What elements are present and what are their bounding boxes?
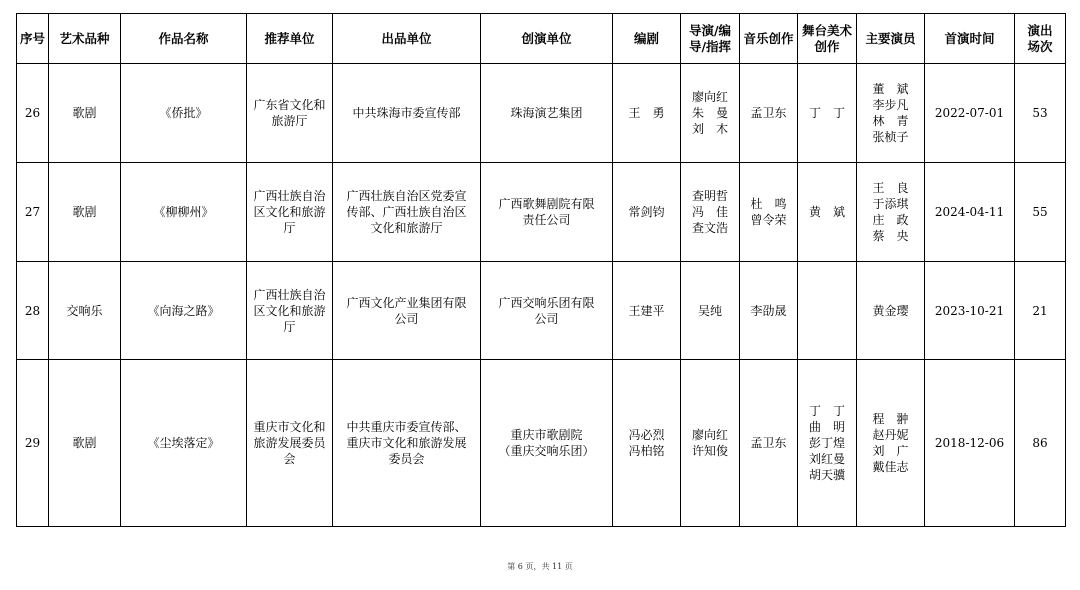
header-recommender: 推荐单位 [247, 14, 333, 64]
cell-director: 廖向红 许知俊 [681, 360, 740, 527]
cell-shows: 55 [1015, 163, 1066, 262]
header-producer: 出品单位 [333, 14, 481, 64]
header-type: 艺术品种 [49, 14, 121, 64]
cell-producer: 广西壮族自治区党委宣 传部、广西壮族自治区 文化和旅游厅 [333, 163, 481, 262]
cell-producer: 中共重庆市委宣传部、 重庆市文化和旅游发展 委员会 [333, 360, 481, 527]
cell-premiere: 2018-12-06 [925, 360, 1015, 527]
cell-actors: 黄金璎 [857, 262, 925, 360]
works-table [16, 13, 1066, 527]
cell-no: 29 [17, 360, 49, 527]
cell-type: 歌剧 [49, 360, 121, 527]
cell-director: 吴纯 [681, 262, 740, 360]
cell-music: 杜 鸣 曾令荣 [740, 163, 798, 262]
cell-title: 《柳柳州》 [121, 163, 247, 262]
header-stage-art: 舞台美术 创作 [798, 14, 857, 64]
cell-writer: 冯必烈 冯柏铭 [613, 360, 681, 527]
header-shows: 演出 场次 [1015, 14, 1066, 64]
cell-writer: 常剑钧 [613, 163, 681, 262]
cell-stage-art [798, 262, 857, 360]
cell-music: 孟卫东 [740, 360, 798, 527]
cell-producer: 广西文化产业集团有限 公司 [333, 262, 481, 360]
cell-shows: 21 [1015, 262, 1066, 360]
cell-title: 《尘埃落定》 [121, 360, 247, 527]
cell-type: 歌剧 [49, 64, 121, 163]
cell-creator: 重庆市歌剧院 （重庆交响乐团） [481, 360, 613, 527]
table-row [17, 360, 1066, 527]
table-row [17, 262, 1066, 360]
table-row [17, 64, 1066, 163]
cell-producer: 中共珠海市委宣传部 [333, 64, 481, 163]
cell-title: 《侨批》 [121, 64, 247, 163]
cell-no: 26 [17, 64, 49, 163]
header-director: 导演/编 导/指挥 [681, 14, 740, 64]
cell-writer: 王 勇 [613, 64, 681, 163]
cell-premiere: 2024-04-11 [925, 163, 1015, 262]
cell-director: 查明哲 冯 佳 查文浩 [681, 163, 740, 262]
header-writer: 编剧 [613, 14, 681, 64]
cell-stage-art: 丁 丁 曲 明 彭丁煌 刘红曼 胡天骥 [798, 360, 857, 527]
cell-title: 《向海之路》 [121, 262, 247, 360]
header-title: 作品名称 [121, 14, 247, 64]
cell-creator: 广西交响乐团有限 公司 [481, 262, 613, 360]
header-music: 音乐创作 [740, 14, 798, 64]
cell-recommender: 广西壮族自治 区文化和旅游 厅 [247, 163, 333, 262]
cell-no: 28 [17, 262, 49, 360]
cell-premiere: 2022-07-01 [925, 64, 1015, 163]
cell-actors: 王 良 于添琪 庄 政 蔡 央 [857, 163, 925, 262]
header-actors: 主要演员 [857, 14, 925, 64]
cell-creator: 珠海演艺集团 [481, 64, 613, 163]
cell-music: 李劭晟 [740, 262, 798, 360]
cell-shows: 86 [1015, 360, 1066, 527]
cell-writer: 王建平 [613, 262, 681, 360]
cell-music: 孟卫东 [740, 64, 798, 163]
header-creator: 创演单位 [481, 14, 613, 64]
cell-recommender: 广西壮族自治 区文化和旅游 厅 [247, 262, 333, 360]
cell-actors: 董 斌 李步凡 林 青 张桢子 [857, 64, 925, 163]
cell-recommender: 广东省文化和 旅游厅 [247, 64, 333, 163]
cell-creator: 广西歌舞剧院有限 责任公司 [481, 163, 613, 262]
cell-director: 廖向红 朱 曼 刘 木 [681, 64, 740, 163]
cell-type: 歌剧 [49, 163, 121, 262]
cell-actors: 程 翀 赵丹妮 刘 广 戴佳志 [857, 360, 925, 527]
cell-shows: 53 [1015, 64, 1066, 163]
cell-no: 27 [17, 163, 49, 262]
cell-stage-art: 黄 斌 [798, 163, 857, 262]
header-premiere: 首演时间 [925, 14, 1015, 64]
header-row [17, 14, 1066, 64]
table-row [17, 163, 1066, 262]
header-no: 序号 [17, 14, 49, 64]
cell-stage-art: 丁 丁 [798, 64, 857, 163]
cell-recommender: 重庆市文化和 旅游发展委员 会 [247, 360, 333, 527]
page-footer: 第 6 页，共 11 页 [507, 562, 573, 571]
cell-type: 交响乐 [49, 262, 121, 360]
cell-premiere: 2023-10-21 [925, 262, 1015, 360]
